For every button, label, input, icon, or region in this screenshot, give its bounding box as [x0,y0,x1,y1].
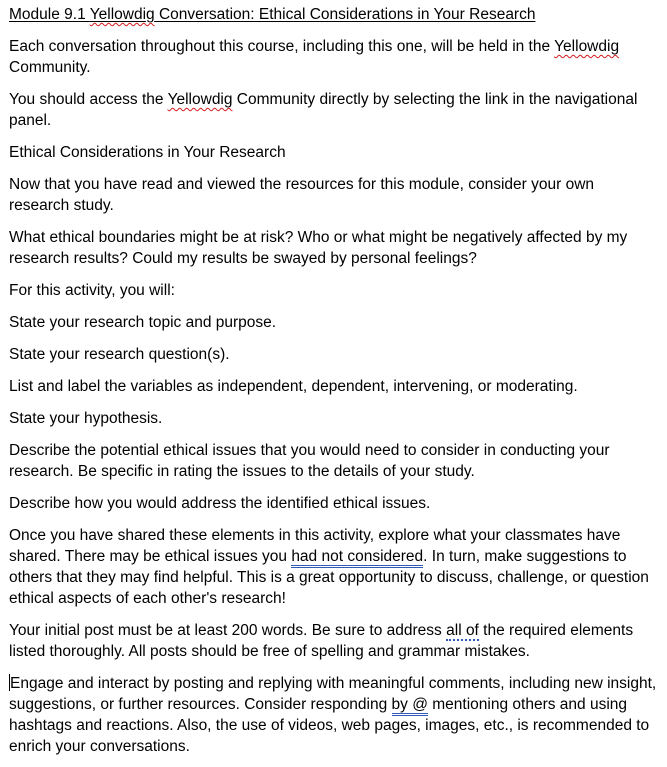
grammar-flag[interactable]: all of [446,622,479,639]
paragraph-activity-intro: For this activity, you will: [9,282,175,299]
task-item-address-issues: Describe how you would address the identified ethical issues. [9,495,431,512]
paragraph-ethical-questions: What ethical boundaries might be at risk? Who or what might be negatively affected by my research results? Could my results be swayed by personal feelings? [9,229,628,267]
grammar-flag[interactable]: had not considered [291,548,423,568]
paragraph-text: You should access the [9,91,168,108]
page-title [9,4,657,25]
paragraph-text: Once you have shared these elements in this activity, explore what your classmates have shared. There may be ethical issues you [9,527,621,565]
title-prefix: Module 9.1 [9,6,90,23]
task-item-ethical-issues: Describe the potential ethical issues that you would need to consider in conducting your research. Be specific in rating the issues to the details of your study. [9,442,610,480]
task-item-question: State your research question(s). [9,346,230,363]
task-item-hypothesis: State your hypothesis. [9,410,163,427]
title-suffix: Conversation: Ethical Considerations in Your Research [154,6,536,23]
paragraph-text: Each conversation throughout this course, including this one, will be held in the [9,38,555,55]
paragraph-text: Community. [9,59,91,76]
paragraph-text: mentioning others and using hashtags and reactions. Also, the use of videos, web pages, images, etc., is recommended to enrich your conversations. [9,696,650,755]
spellcheck-word[interactable]: Yellowdig [554,38,620,55]
paragraph-text: Community directly by selecting the link in the navigational panel. [9,91,638,129]
paragraph-initial-post [9,620,657,662]
paragraph-consider-study: Now that you have read and viewed the resources for this module, consider your own research study. [9,176,595,214]
paragraph-explore-classmates [9,525,657,609]
title-spellcheck-word[interactable]: Yellowdig [89,6,155,23]
paragraph-engage [9,673,657,757]
grammar-flag[interactable]: by @ [392,696,428,716]
paragraph-text: the required elements listed thoroughly. All posts should be free of spelling and grammar mistakes. [9,622,634,660]
spellcheck-word[interactable]: Yellowdig [167,91,233,108]
paragraph-text: Your initial post must be at least 200 words. Be sure to address [9,622,447,639]
paragraph-community-intro [9,36,657,78]
paragraph-access-community [9,89,657,131]
section-heading: Ethical Considerations in Your Research [9,144,286,161]
task-item-topic: State your research topic and purpose. [9,314,277,331]
paragraph-text: . In turn, make suggestions to others that they may find helpful. This is a great opportunity to discuss, challenge, or question ethical aspects of each other's research! [9,548,649,607]
paragraph-text: Engage and interact by posting and replying with meaningful comments, including new insight, suggestions, or further resources. Consider responding [9,675,657,713]
task-item-variables: List and label the variables as independent, dependent, intervening, or moderating. [9,378,578,395]
